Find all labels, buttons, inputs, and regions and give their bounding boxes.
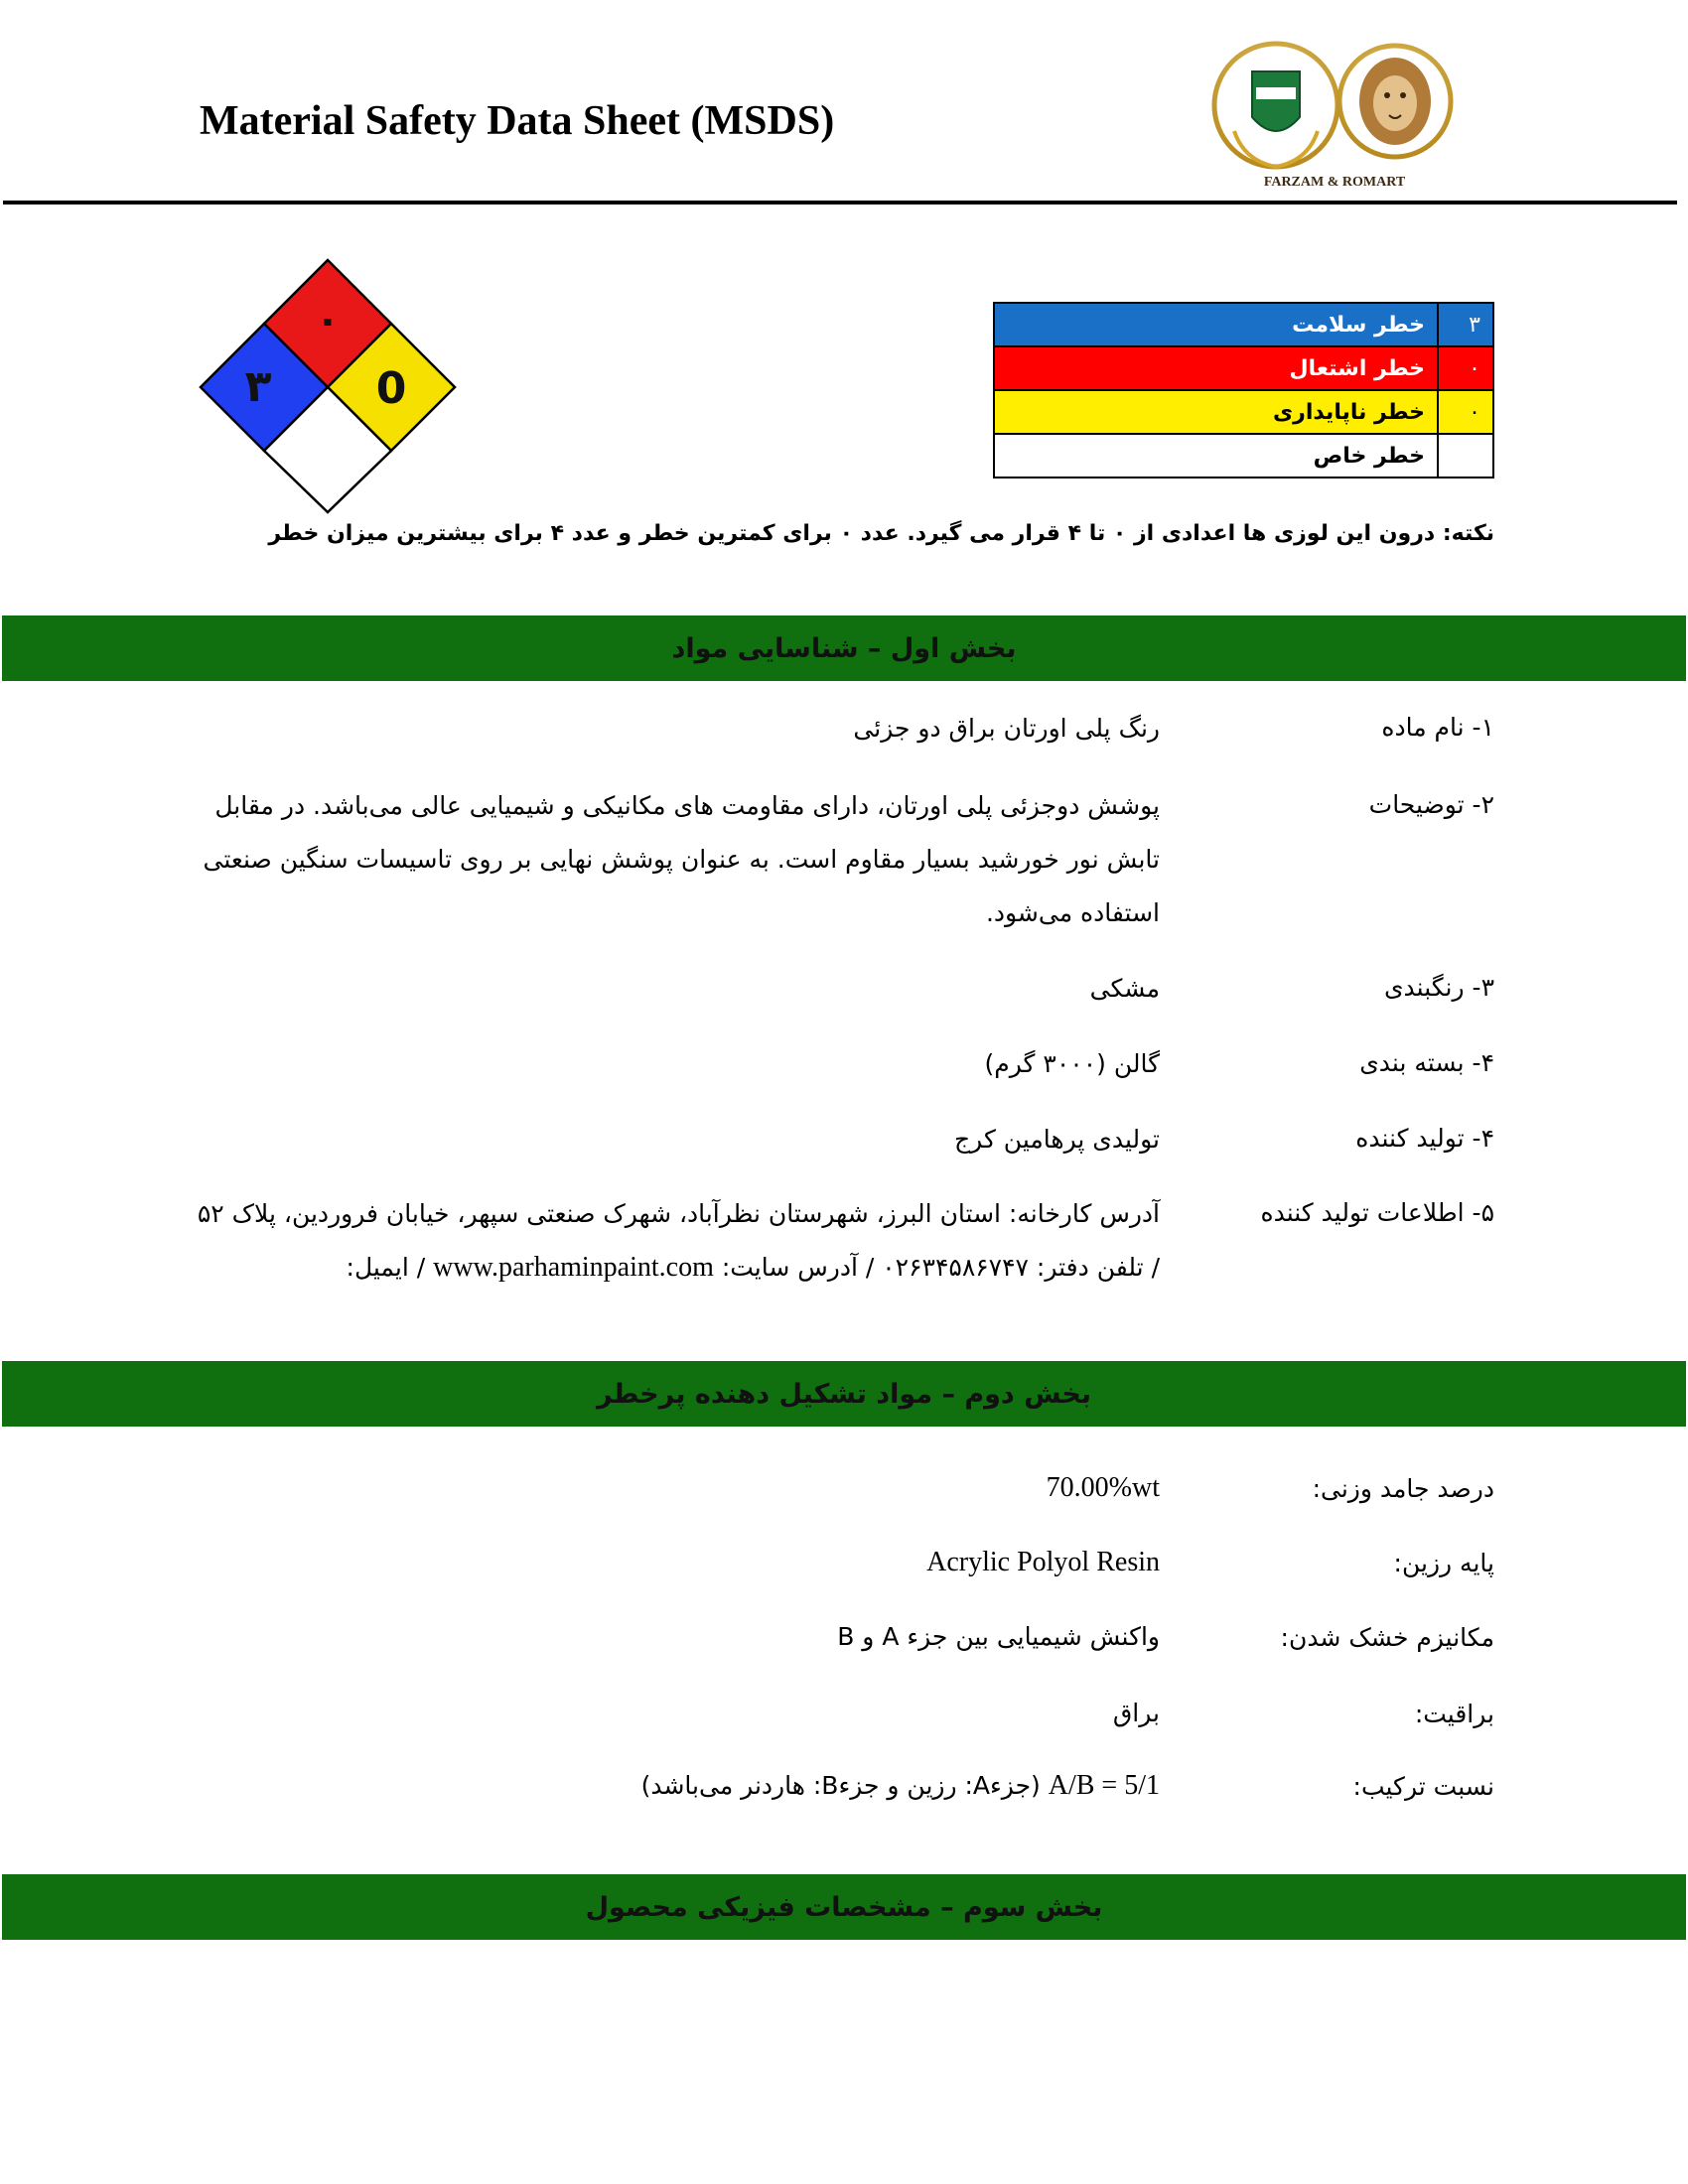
hazard-table <box>993 302 1494 478</box>
hazard-value: ۰ <box>1438 390 1493 434</box>
hazard-label: خطر اشتعال <box>994 346 1438 390</box>
section-1-title: بخش اول – شناسایی مواد <box>671 632 1017 664</box>
hazard-row-instability <box>994 390 1493 434</box>
field-label-manufacturer-info: ۵- اطلاعات تولید کننده <box>1260 1198 1494 1227</box>
field-value-description: پوشش دوجزئی پلی اورتان، دارای مقاومت های مکانیکی و شیمیایی عالی می‌باشد. در مقابل تابش نور خورشید بسیار مقاوم است. به عنوان پوشش نهایی بر روی تاسیسات سنگین صنعتی استفاده می‌شود. <box>203 791 1160 927</box>
nfpa-health-value: ۳ <box>244 361 272 412</box>
hazard-value: ۳ <box>1438 303 1493 346</box>
hazard-label: خطر سلامت <box>994 303 1438 346</box>
field-value-contact-line <box>177 1241 1160 1295</box>
field-label-color: ۳- رنگبندی <box>1383 973 1494 1002</box>
section-2-title: بخش دوم – مواد تشکیل دهنده پرخطر <box>597 1378 1091 1410</box>
field-label-solid-content: درصد جامد وزنی: <box>1312 1474 1494 1503</box>
contact-email-text: / ایمیل: <box>346 1253 434 1282</box>
field-label-packaging: ۴- بسته بندی <box>1359 1048 1494 1077</box>
nfpa-diamond <box>199 256 457 514</box>
hazard-label: خطر خاص <box>994 434 1438 478</box>
hazard-value <box>1438 434 1493 478</box>
contact-phone-text: / تلفن دفتر: ۰۲۶۳۴۵۸۶۷۴۷ / آدرس سایت: <box>713 1253 1160 1282</box>
hazard-row-health <box>994 303 1493 346</box>
field-value-mix-ratio <box>177 1759 1160 1813</box>
field-value-gloss: براق <box>1112 1699 1160 1727</box>
field-value-color: مشکی <box>1089 974 1160 1003</box>
field-value-drying-mechanism: واکنش شیمیایی بین جزء A و B <box>837 1622 1160 1651</box>
hazard-label: خطر ناپایداری <box>994 390 1438 434</box>
field-label-resin-base: پایه رزین: <box>1393 1549 1494 1577</box>
hazard-value: ۰ <box>1438 346 1493 390</box>
mix-ratio-note: (جزءA: رزین و جزءB: هاردنر می‌باشد) <box>640 1771 1041 1800</box>
section-3-header <box>2 1874 1686 1940</box>
field-label-material-name: ۱- نام ماده <box>1381 713 1494 742</box>
nfpa-flammability-value: ۰ <box>315 298 341 343</box>
section-2-header <box>2 1361 1686 1427</box>
field-label-mix-ratio: نسبت ترکیب: <box>1352 1772 1494 1801</box>
field-label-manufacturer: ۴- تولید کننده <box>1355 1124 1494 1153</box>
field-value-manufacturer: تولیدی پرهامین کرج <box>954 1125 1160 1154</box>
field-value-factory-address: آدرس کارخانه: استان البرز، شهرستان نظرآباد، شهرک صنعتی سپهر، خیابان فروردین، پلاک ۵۲ <box>197 1199 1160 1228</box>
field-value-material-name: رنگ پلی اورتان براق دو جزئی <box>853 714 1160 743</box>
logo-caption: FARZAM & ROMART <box>1263 175 1406 190</box>
website-link[interactable]: www.parhaminpaint.com <box>433 1252 714 1283</box>
hazard-row-special <box>994 434 1493 478</box>
field-value-solid-content: 70.00%wt <box>1046 1472 1160 1503</box>
hazard-note: نکته: درون این لوزی ها اعدادی از ۰ تا ۴ قرار می گیرد. عدد ۰ برای کمترین خطر و عدد ۴ برای بیشترین میزان خطر <box>268 521 1494 546</box>
field-label-gloss: براقیت: <box>1414 1700 1494 1728</box>
company-logo <box>1204 22 1465 197</box>
document-title: Material Safety Data Sheet (MSDS) <box>200 98 835 144</box>
field-value-packaging: گالن (۳۰۰۰ گرم) <box>984 1049 1160 1078</box>
field-label-description: ۲- توضیحات <box>1368 790 1494 819</box>
hazard-row-flammability <box>994 346 1493 390</box>
mix-ratio-formula: A/B = 5/1 <box>1048 1770 1160 1801</box>
field-label-drying-mechanism: مکانیزم خشک شدن: <box>1280 1623 1494 1652</box>
header-divider <box>3 201 1677 205</box>
section-1-header <box>2 615 1686 681</box>
nfpa-instability-value: 0 <box>375 363 407 414</box>
field-value-resin-base: Acrylic Polyol Resin <box>926 1547 1160 1577</box>
section-3-title: بخش سوم – مشخصات فیزیکی محصول <box>585 1891 1103 1923</box>
